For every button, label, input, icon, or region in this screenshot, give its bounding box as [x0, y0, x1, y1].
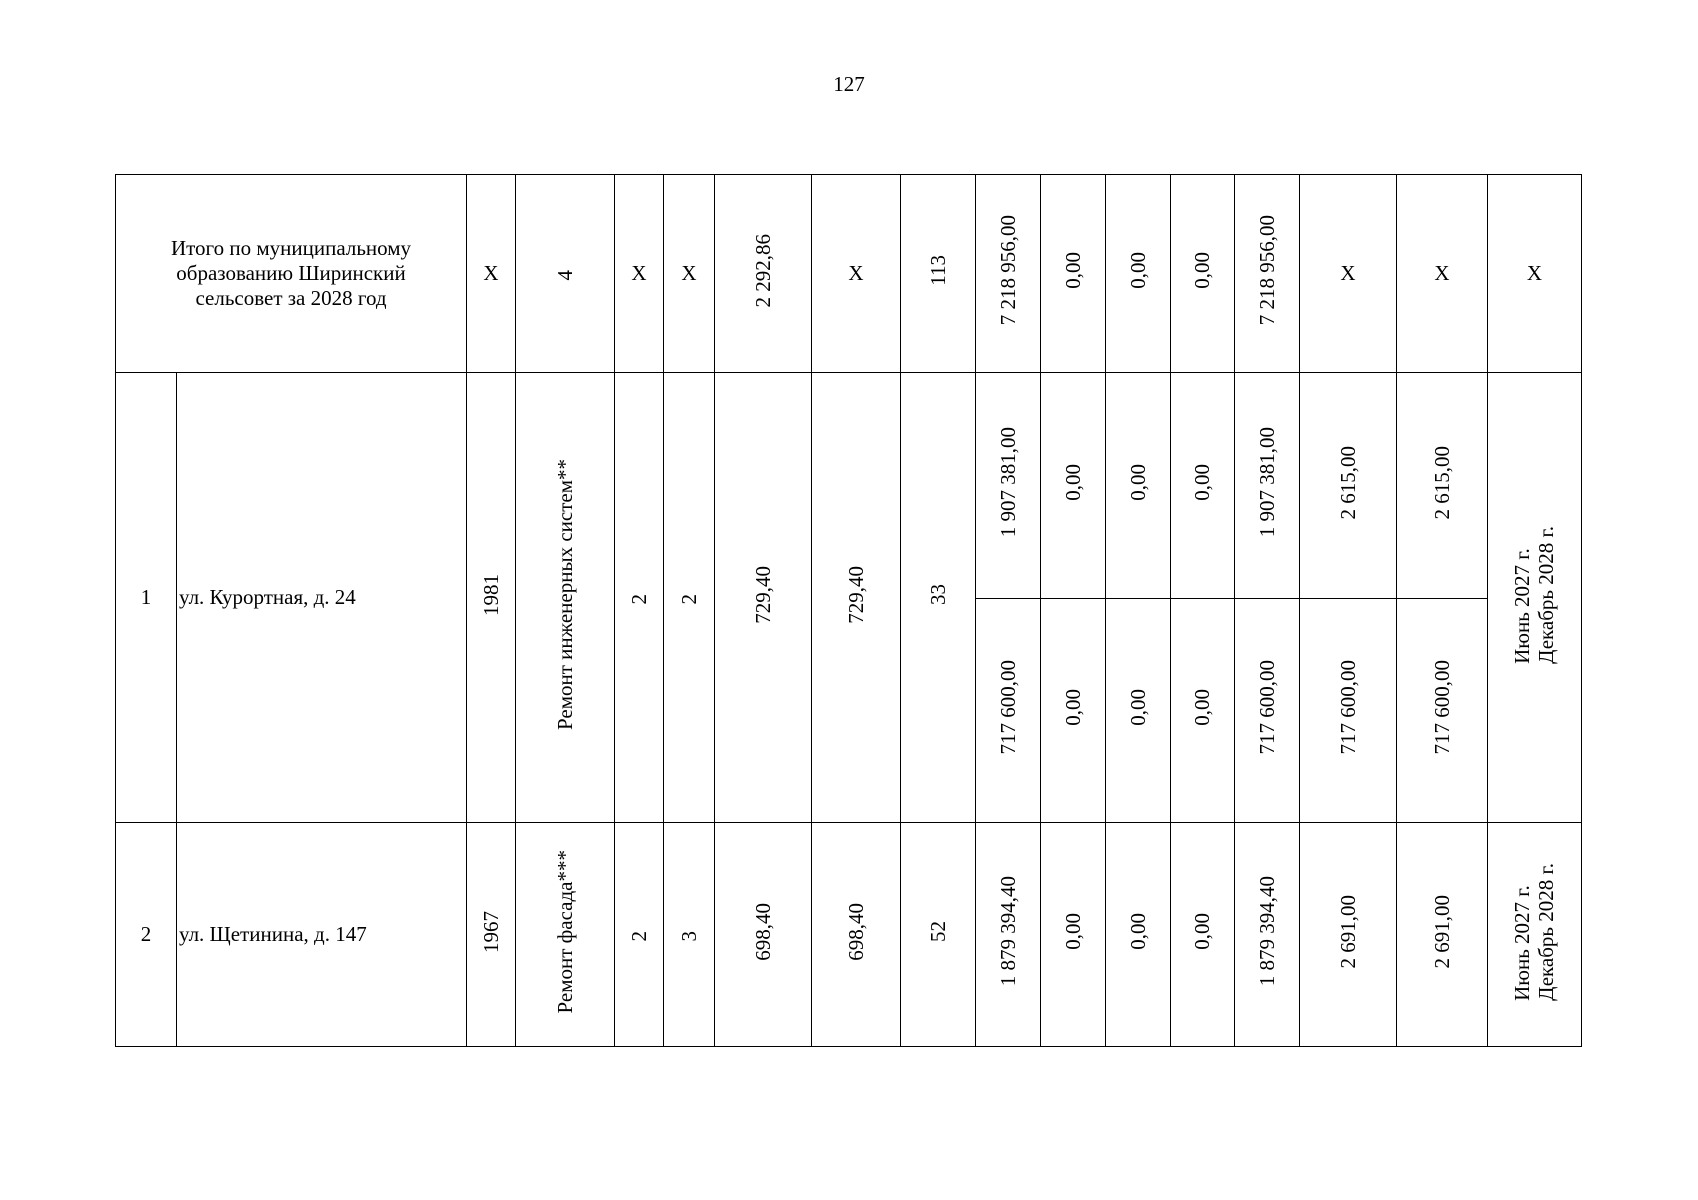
budget-regional: 0,00	[1125, 464, 1150, 501]
area-total-cell	[715, 373, 812, 823]
cost-total: 1 907 381,00	[995, 427, 1020, 538]
total-area: 2 292,86	[750, 233, 775, 308]
fund-cell	[1041, 599, 1106, 823]
budget-local-cell	[1171, 823, 1235, 1047]
address-cell	[177, 823, 467, 1047]
total-fund: 0,00	[1060, 252, 1085, 289]
fund-fr: 0,00	[1060, 913, 1085, 950]
area-total: 729,40	[750, 565, 775, 624]
cost-total-cell	[976, 373, 1041, 599]
table-row	[116, 823, 1582, 1047]
budget-regional-cell	[1106, 823, 1171, 1047]
build-year: 1967	[478, 910, 503, 953]
budget-regional-cell	[1106, 599, 1171, 823]
work-type-cell	[516, 823, 615, 1047]
budget-regional: 0,00	[1125, 689, 1150, 726]
total-budget-local-cell	[1171, 175, 1235, 373]
max-unit-cost-cell	[1397, 823, 1488, 1047]
budget-local-cell	[1171, 373, 1235, 599]
cost-total: 717 600,00	[995, 660, 1020, 755]
total-year-cell	[467, 175, 516, 373]
entrances: 2	[676, 593, 701, 604]
cost-total: 1 879 394,40	[995, 876, 1020, 987]
total-owners: 7 218 956,00	[1254, 215, 1279, 326]
table-row-total	[116, 175, 1582, 373]
cost-total-cell	[976, 599, 1041, 823]
area-living-cell	[812, 373, 901, 823]
budget-local: 0,00	[1190, 464, 1215, 501]
total-entrances: Х	[681, 260, 697, 285]
period-cell	[1488, 823, 1582, 1047]
unit-cost: 717 600,00	[1335, 660, 1360, 755]
total-residents: 113	[925, 255, 950, 286]
total-works-count: 4	[552, 269, 577, 280]
period	[1510, 526, 1558, 664]
total-floors: Х	[631, 260, 647, 285]
owners-funds: 1 879 394,40	[1254, 876, 1279, 987]
total-budget-local: 0,00	[1190, 252, 1215, 289]
build-year: 1981	[478, 573, 503, 616]
area-living-cell	[812, 823, 901, 1047]
floors: 2	[626, 593, 651, 604]
budget-local: 0,00	[1190, 689, 1215, 726]
total-unit-cost-cell	[1300, 175, 1397, 373]
unit-cost-cell	[1300, 373, 1397, 599]
owners-funds-cell	[1235, 823, 1300, 1047]
total-budget-regional-cell	[1106, 175, 1171, 373]
total-area-cell	[715, 175, 812, 373]
entrances-cell	[664, 823, 715, 1047]
max-unit-cost-cell	[1397, 599, 1488, 823]
total-owners-cell	[1235, 175, 1300, 373]
period-end: Декабрь 2028 г.	[1534, 525, 1559, 664]
total-period-cell	[1488, 175, 1582, 373]
unit-cost: 2 691,00	[1335, 894, 1360, 969]
total-works-count-cell	[516, 175, 615, 373]
total-period: Х	[1526, 260, 1543, 285]
total-max-unit-cost-cell	[1397, 175, 1488, 373]
row-number-cell	[116, 373, 177, 823]
max-unit-cost-cell	[1397, 373, 1488, 599]
total-area-living: Х	[848, 260, 864, 285]
budget-local-cell	[1171, 599, 1235, 823]
total-residents-cell	[901, 175, 976, 373]
total-unit-cost: Х	[1340, 260, 1356, 285]
total-entrances-cell	[664, 175, 715, 373]
area-living: 729,40	[843, 565, 868, 624]
floors-cell	[615, 373, 664, 823]
budget-regional: 0,00	[1125, 913, 1150, 950]
year-cell	[467, 373, 516, 823]
year-cell	[467, 823, 516, 1047]
unit-cost: 2 615,00	[1335, 445, 1360, 520]
row-number: 1	[140, 584, 152, 609]
registry-table	[115, 174, 1582, 1047]
budget-local: 0,00	[1190, 913, 1215, 950]
total-cost: 7 218 956,00	[995, 215, 1020, 326]
floors-cell	[615, 823, 664, 1047]
max-unit-cost: 2 691,00	[1429, 894, 1454, 969]
total-fund-cell	[1041, 175, 1106, 373]
max-unit-cost: 717 600,00	[1429, 660, 1454, 755]
area-total-cell	[715, 823, 812, 1047]
row-number-cell	[116, 823, 177, 1047]
cost-total-cell	[976, 823, 1041, 1047]
entrances: 3	[676, 930, 701, 941]
period-cell	[1488, 373, 1582, 823]
period	[1510, 863, 1558, 1001]
work-type: Ремонт инженерных систем**	[552, 458, 577, 731]
total-floors-cell	[615, 175, 664, 373]
fund-cell	[1041, 823, 1106, 1047]
total-cost-cell	[976, 175, 1041, 373]
residents-cell	[901, 823, 976, 1047]
total-label-cell	[116, 175, 467, 373]
total-area-living-cell	[812, 175, 901, 373]
budget-regional-cell	[1106, 373, 1171, 599]
unit-cost-cell	[1300, 599, 1397, 823]
total-max-unit-cost: Х	[1434, 260, 1450, 285]
fund-fr: 0,00	[1060, 464, 1085, 501]
area-living: 698,40	[843, 902, 868, 961]
residents: 52	[925, 921, 950, 942]
period-start: Июнь 2027 г.	[1510, 884, 1535, 1001]
fund-fr: 0,00	[1060, 689, 1085, 726]
entrances-cell	[664, 373, 715, 823]
floors: 2	[626, 930, 651, 941]
unit-cost-cell	[1300, 823, 1397, 1047]
area-total: 698,40	[750, 902, 775, 961]
page-number: 127	[833, 72, 865, 96]
period-start: Июнь 2027 г.	[1510, 547, 1535, 664]
work-type: Ремонт фасада***	[552, 849, 577, 1014]
work-type-cell	[516, 373, 615, 823]
residents-cell	[901, 373, 976, 823]
owners-funds: 1 907 381,00	[1254, 427, 1279, 538]
total-budget-regional: 0,00	[1125, 252, 1150, 289]
total-label: Итого по муниципальному образованию Ширинский сельсовет за 2028 год	[170, 235, 412, 311]
fund-cell	[1041, 373, 1106, 599]
period-end: Декабрь 2028 г.	[1534, 862, 1559, 1001]
owners-funds: 717 600,00	[1254, 660, 1279, 755]
address-cell	[177, 373, 467, 823]
max-unit-cost: 2 615,00	[1429, 445, 1454, 520]
table-row	[116, 373, 1582, 599]
owners-funds-cell	[1235, 599, 1300, 823]
row-number: 2	[140, 921, 152, 946]
address: ул. Курортная, д. 24	[179, 584, 356, 609]
total-year: Х	[483, 260, 499, 285]
address: ул. Щетинина, д. 147	[179, 921, 367, 946]
residents: 33	[925, 584, 950, 605]
owners-funds-cell	[1235, 373, 1300, 599]
